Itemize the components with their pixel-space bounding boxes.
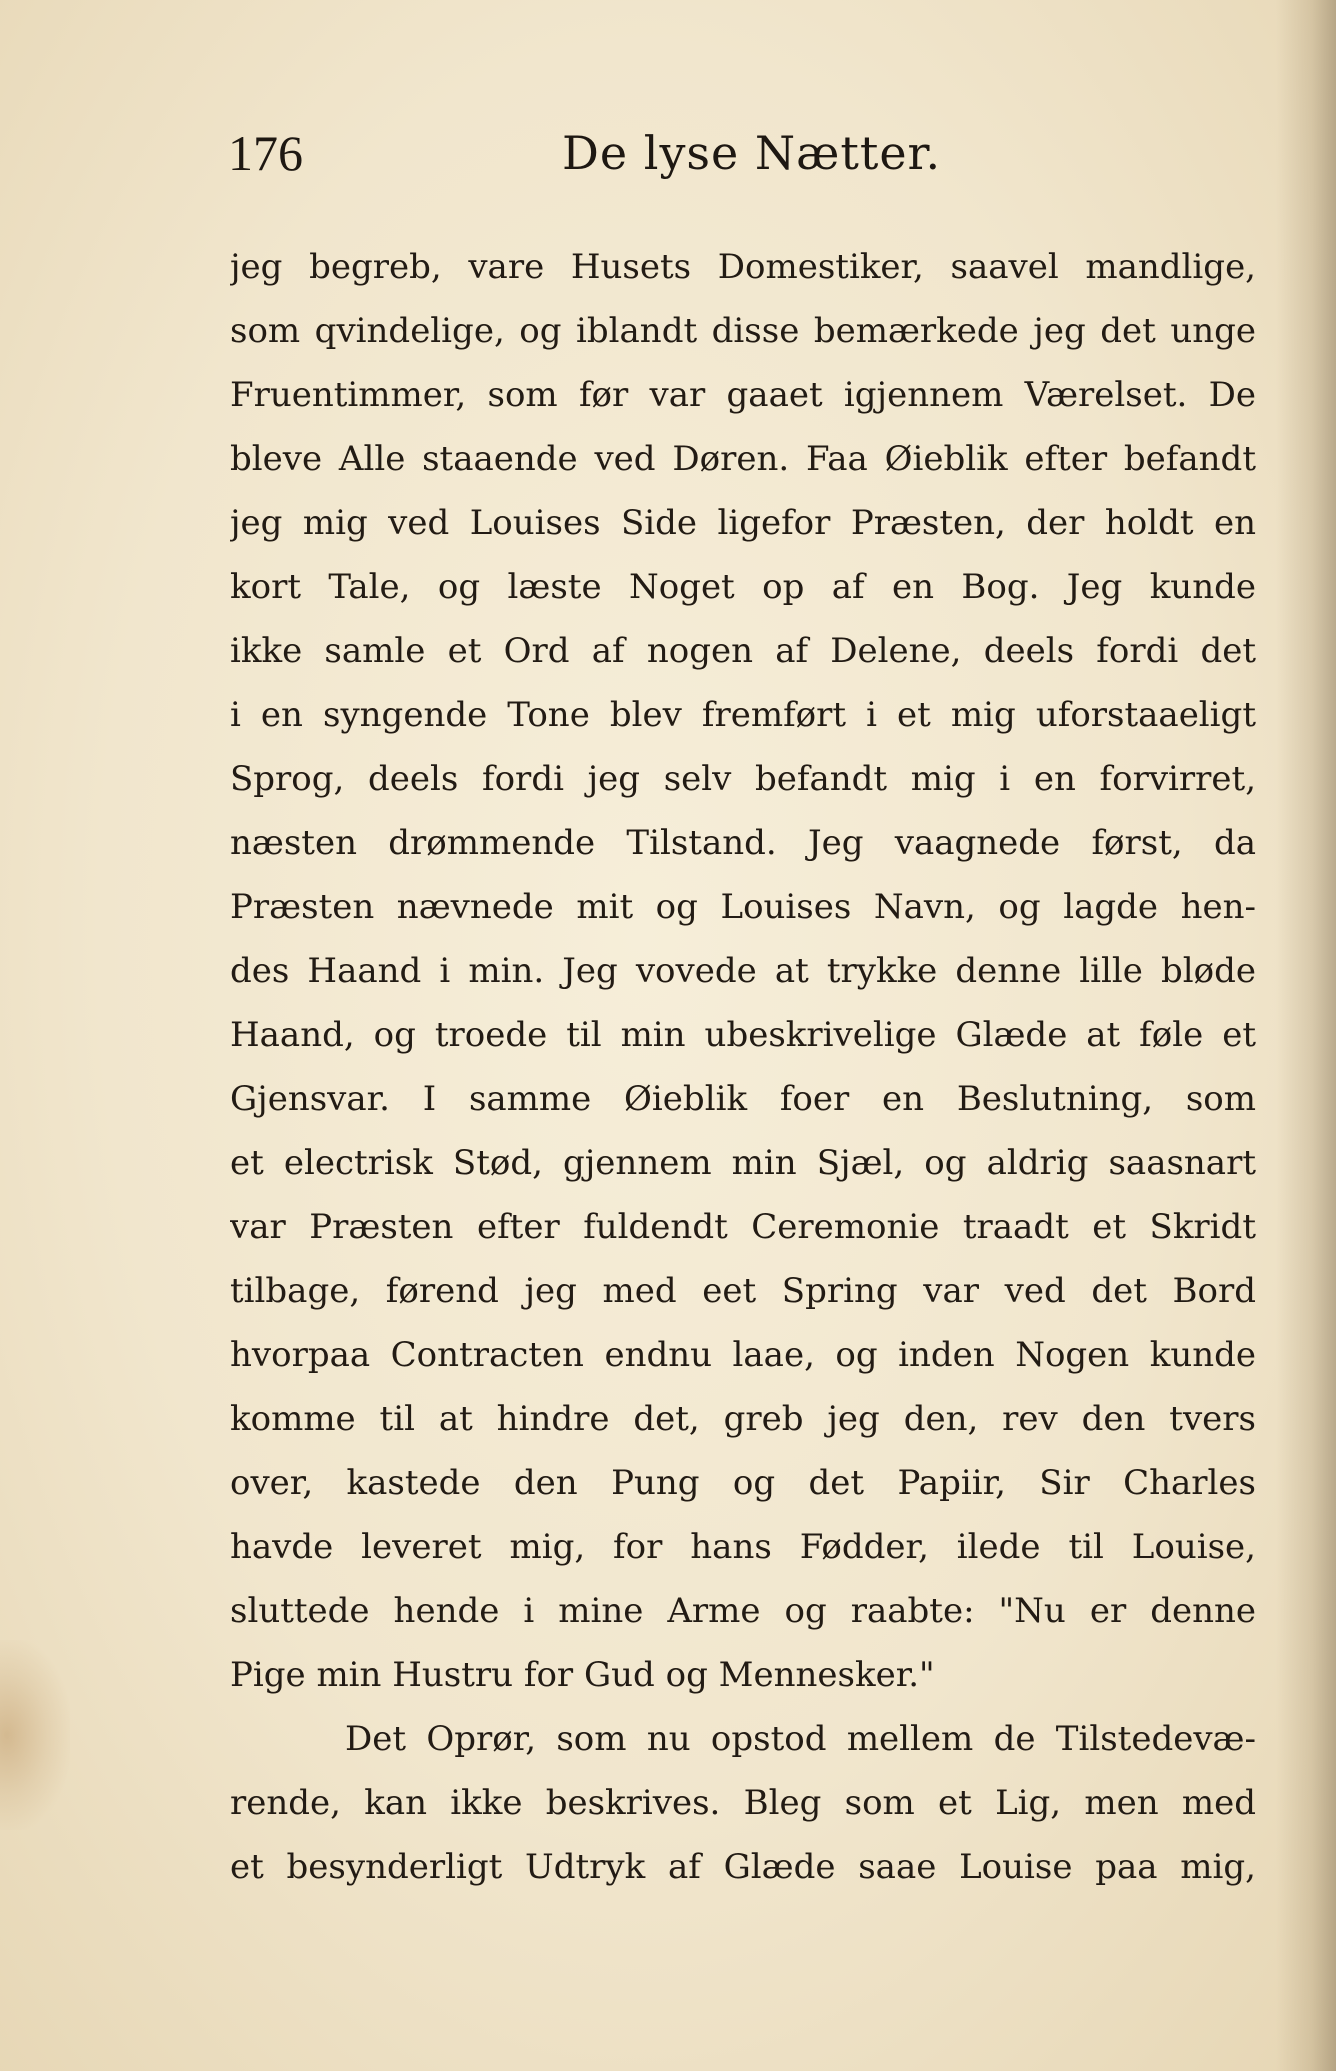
text-line: Fruentimmer, som før var gaaet igjennem Værelset. De xyxy=(230,375,1256,415)
text-line: komme til at hindre det, greb jeg den, rev den tvers xyxy=(230,1399,1256,1439)
text-line: over, kastede den Pung og det Papiir, Sir Charles xyxy=(230,1463,1256,1503)
text-line: Det Oprør, som nu opstod mellem de Tilstedevæ- xyxy=(345,1719,1256,1759)
text-line: var Præsten efter fuldendt Ceremonie traadt et Skridt xyxy=(230,1207,1256,1247)
text-line: Pige min Hustru for Gud og Mennesker." xyxy=(230,1655,935,1695)
text-line: Gjensvar. I samme Øieblik foer en Beslutning, som xyxy=(230,1079,1256,1119)
spine-shadow xyxy=(1276,0,1336,2071)
text-line: i en syngende Tone blev fremført i et mig uforstaaeligt xyxy=(230,695,1256,735)
paper-stain xyxy=(0,1640,70,1830)
text-line: rende, kan ikke beskrives. Bleg som et Lig, men med xyxy=(230,1783,1256,1823)
text-line: hvorpaa Contracten endnu laae, og inden Nogen kunde xyxy=(230,1335,1256,1375)
text-line: tilbage, førend jeg med eet Spring var ved det Bord xyxy=(230,1271,1256,1311)
text-line: jeg mig ved Louises Side ligefor Præsten, der holdt en xyxy=(230,503,1256,543)
text-line: sluttede hende i mine Arme og raabte: "Nu er denne xyxy=(230,1591,1256,1631)
text-line: kort Tale, og læste Noget op af en Bog. Jeg kunde xyxy=(230,567,1256,607)
text-line: Sprog, deels fordi jeg selv befandt mig i en forvirret, xyxy=(230,759,1256,799)
text-line: som qvindelige, og iblandt disse bemærkede jeg det unge xyxy=(230,311,1256,351)
text-line: havde leveret mig, for hans Fødder, ilede til Louise, xyxy=(230,1527,1256,1567)
text-line: ikke samle et Ord af nogen af Delene, deels fordi det xyxy=(230,631,1256,671)
page-header xyxy=(222,118,1162,188)
text-line: Præsten nævnede mit og Louises Navn, og lagde hen- xyxy=(230,887,1256,927)
page-number: 176 xyxy=(228,125,303,181)
running-title: De lyse Nætter. xyxy=(562,126,942,180)
text-line: Haand, og troede til min ubeskrivelige Glæde at føle et xyxy=(230,1015,1256,1055)
text-line: des Haand i min. Jeg vovede at trykke denne lille bløde xyxy=(230,951,1256,991)
body-text xyxy=(230,235,1256,1899)
text-line: jeg begreb, vare Husets Domestiker, saavel mandlige, xyxy=(230,247,1256,287)
text-line: et electrisk Stød, gjennem min Sjæl, og aldrig saasnart xyxy=(230,1143,1256,1183)
text-line: næsten drømmende Tilstand. Jeg vaagnede først, da xyxy=(230,823,1256,863)
text-line: et besynderligt Udtryk af Glæde saae Louise paa mig, xyxy=(230,1847,1256,1887)
text-line: bleve Alle staaende ved Døren. Faa Øieblik efter befandt xyxy=(230,439,1256,479)
